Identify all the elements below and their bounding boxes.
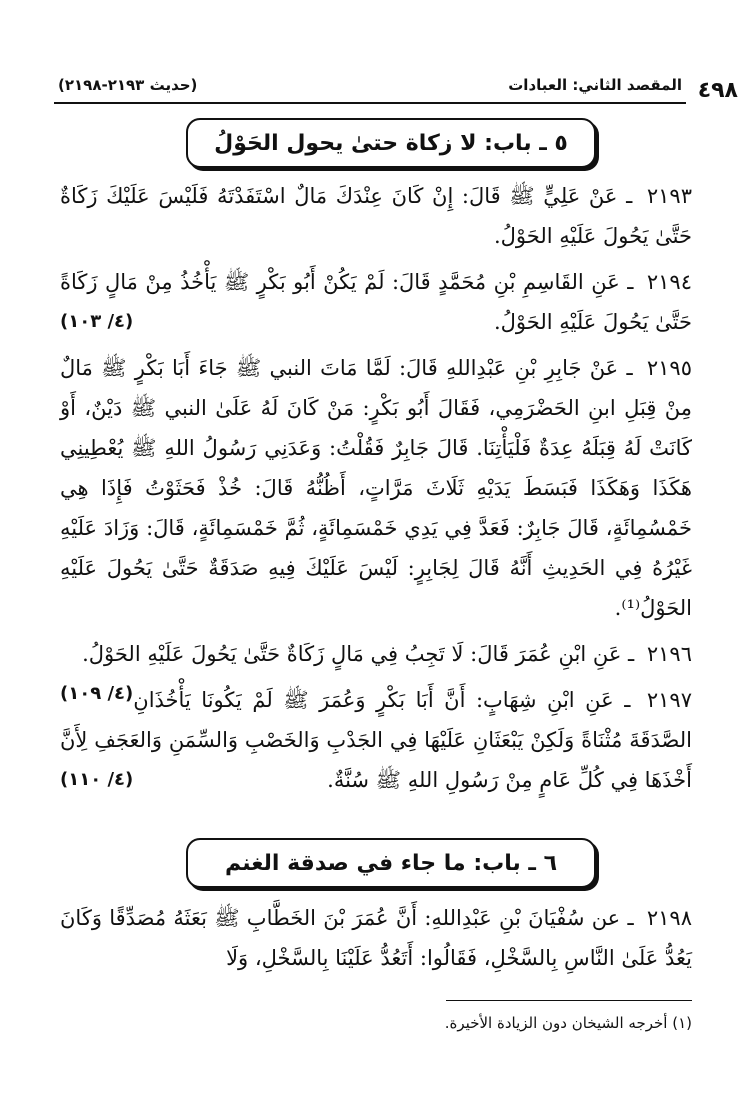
- chapter-title: ٥ ـ باب: لا زكاة حتىٰ يحول الحَوْلُ: [214, 130, 568, 156]
- hadith-number: ٢١٩٣: [646, 184, 692, 208]
- hadith-text: ـ عَنِ ابْنِ عُمَرَ قَالَ: لَا تَجِبُ فِي مَالٍ زَكَاةٌ حَتَّىٰ يَحُولَ عَلَيْهِ الحَوْلُ.: [82, 642, 635, 666]
- hadith-reference: (٤/ ١٠٩): [60, 683, 134, 704]
- hadith-reference: (٤/ ١٠٣): [60, 311, 134, 332]
- hadith-number: ٢١٩٨: [646, 906, 692, 930]
- hadith-list-2: [60, 898, 692, 984]
- chapter-heading-6: [186, 838, 596, 888]
- hadith-text: ـ عَنْ جَابِرِ بْنِ عَبْدِاللهِ قَالَ: لَمَّا مَاتَ النبي ﷺ جَاءَ أَبَا بَكْرٍ ﷺ مَالٌ مِنْ قِبَلِ ابنِ الحَضْرَمِي، فَقَالَ أَبُو بَكْرٍ: مَنْ كَانَ لَهُ عَلَىٰ النبي ﷺ دَيْنٌ، أَوْ كَانَتْ لَهُ قِبَلَهُ عِدَةٌ فَلْيَأْتِنَا. قَالَ جَابِرٌ فَقُلْتُ: وَعَدَنِي رَسُولُ اللهِ ﷺ يُعْطِينِي هَكَذَا وَهَكَذَا فَبَسَطَ يَدَيْهِ ثَلَاثَ مَرَّاتٍ، أَظُنُّهُ قَالَ: خُذْ فَحَثَوْتُ فَإِذَا هِي خَمْسُمِائَةٍ، قَالَ جَابِرٌ: فَعَدَّ فِي يَدِي خَمْسَمِائَةٍ، ثُمَّ خَمْسَمِائَةٍ، قَالَ: وَزَادَ عَلَيْهِ غَيْرُهُ فِي الحَدِيثِ أَنَّهُ قَالَ لِجَابِرٍ: لَيْسَ عَلَيْكَ فِيهِ صَدَقَةٌ حَتَّىٰ يَحُولَ عَلَيْهِ الحَوْلُ⁽¹⁾.: [60, 356, 692, 620]
- hadith-number: ٢١٩٤: [646, 270, 692, 294]
- hadith-text: ـ عَنْ عَلِيٍّ ﷺ قَالَ: إِنْ كَانَ عِنْدَكَ مَالٌ اسْتَفَدْتَهُ فَلَيْسَ عَلَيْكَ زَكَاةٌ حَتَّىٰ يَحُولَ عَلَيْهِ الحَوْلُ.: [60, 184, 692, 248]
- footnote-divider: [446, 1000, 692, 1001]
- hadith-number: ٢١٩٦: [646, 642, 692, 666]
- hadith-reference: (٤/ ١١٠): [60, 769, 134, 790]
- chapter-title: ٦ ـ باب: ما جاء في صدقة الغنم: [224, 850, 558, 876]
- hadith-2197: [60, 680, 692, 800]
- page-header: [54, 70, 738, 104]
- section-title: المقصد الثاني: العبادات: [508, 76, 682, 94]
- chapter-heading-5: [186, 118, 596, 168]
- hadith-2194: [60, 262, 692, 342]
- hadith-number: ٢١٩٧: [646, 688, 692, 712]
- hadith-2193: [60, 176, 692, 256]
- hadith-list: [60, 176, 692, 806]
- hadith-number: ٢١٩٥: [646, 356, 692, 380]
- hadith-text: ـ عَنِ القَاسِمِ بْنِ مُحَمَّدٍ قَالَ: لَمْ يَكُنْ أَبُو بَكْرٍ ﷺ يَأْخُذُ مِنْ مَالٍ زَكَاةً حَتَّىٰ يَحُولَ عَلَيْهِ الحَوْلُ.: [60, 270, 692, 334]
- hadith-text: ـ عَنِ ابْنِ شِهَابٍ: أَنَّ أَبَا بَكْرٍ وَعُمَرَ ﷺ لَمْ يَكُونَا يَأْخُذَانِ الصَّدَقَةَ مُثْنَاةً وَلَكِنْ يَبْعَثَانِ عَلَيْهَا فِي الجَدْبِ وَالخَصْبِ وَالسِّمَنِ وَالعَجَفِ لِأَنَّ أَخْذَهَا فِي كُلِّ عَامٍ مِنْ رَسُولِ اللهِ ﷺ سُنَّةٌ.: [60, 688, 692, 792]
- hadith-2195: [60, 348, 692, 628]
- page-number: ٤٩٨: [697, 78, 738, 103]
- footnote: (١) أخرجه الشيخان دون الزيادة الأخيرة.: [444, 1014, 692, 1032]
- hadith-range: (حديث ٢١٩٣-٢١٩٨): [58, 76, 198, 94]
- hadith-text: ـ عن سُفْيَانَ بْنِ عَبْدِاللهِ: أَنَّ عُمَرَ بْنَ الخَطَّابِ ﷺ بَعَثَهُ مُصَدِّقًا وَكَانَ يَعُدُّ عَلَىٰ النَّاسِ بِالسَّخْلِ، فَقَالُوا: أَتَعُدُّ عَلَيْنَا بِالسَّخْلِ، وَلَا: [60, 906, 692, 970]
- hadith-2198: [60, 898, 692, 978]
